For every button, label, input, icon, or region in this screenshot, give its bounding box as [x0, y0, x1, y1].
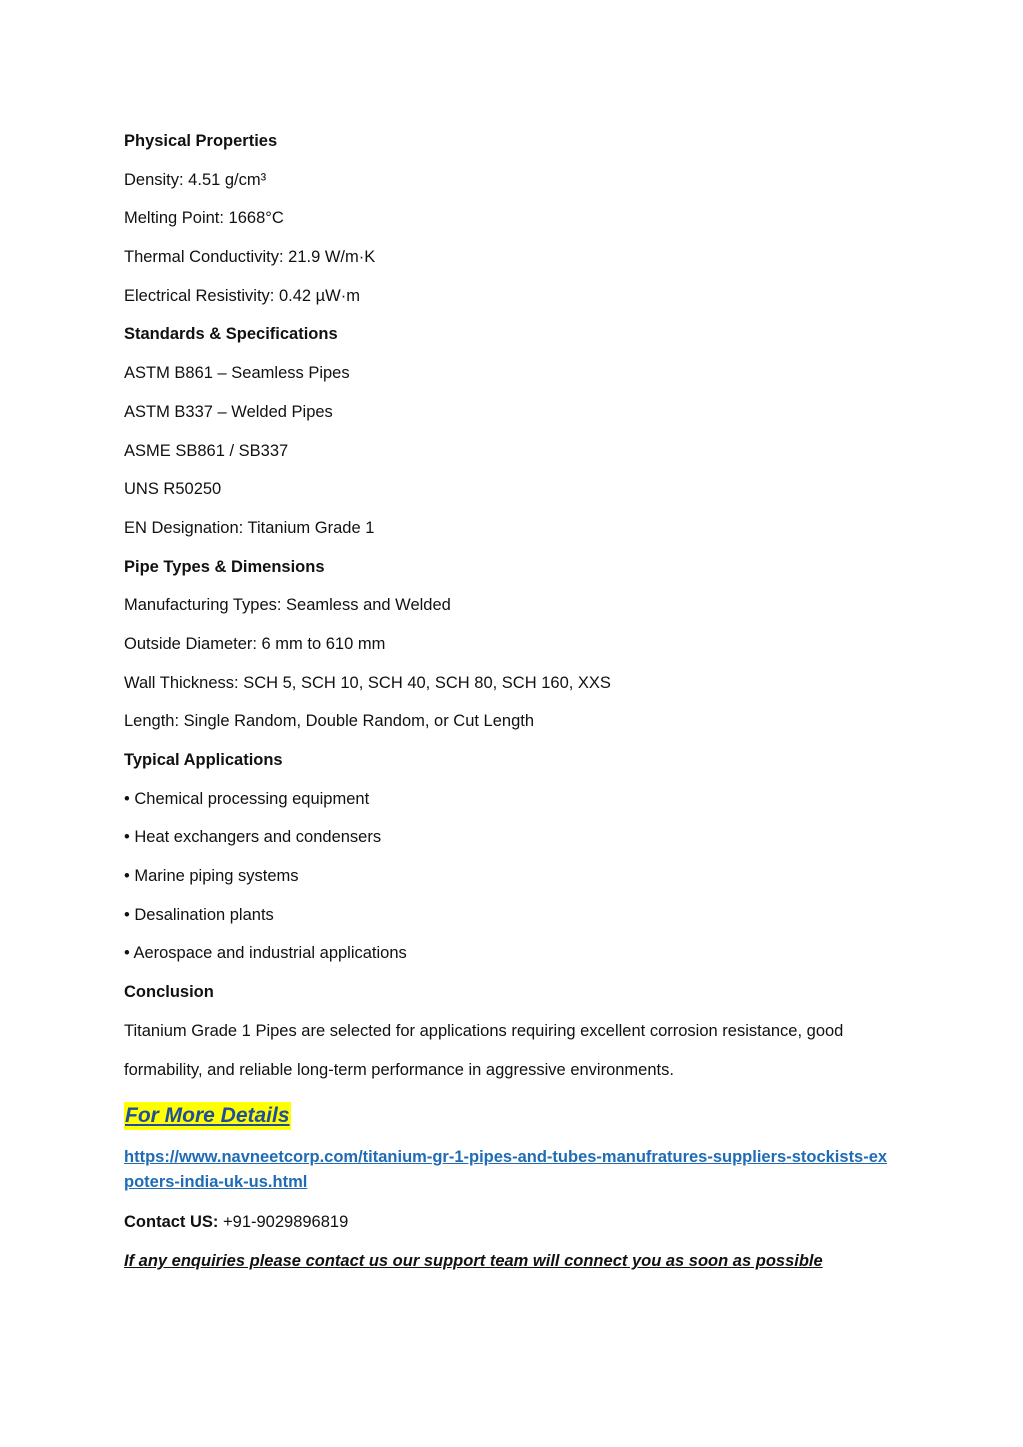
pipe-spec-item: Outside Diameter: 6 mm to 610 mm [124, 634, 386, 653]
application-list-item: • Desalination plants [124, 905, 274, 924]
contact-label: Contact US: [124, 1213, 219, 1232]
pipe-spec-item: Length: Single Random, Double Random, or Cut Length [124, 712, 535, 731]
pipe-spec-item: Manufacturing Types: Seamless and Welded [124, 596, 451, 615]
physical-properties-heading: Physical Properties [124, 132, 278, 150]
thermal-conductivity-line: Thermal Conductivity: 21.9 W/m·K [124, 248, 376, 267]
application-list-item: • Aerospace and industrial applications [124, 944, 407, 963]
contact-line [124, 1203, 894, 1242]
conclusion-heading: Conclusion [124, 983, 214, 1002]
electrical-resistivity-line: Electrical Resistivity: 0.42 µW·m [124, 286, 360, 305]
application-list-item: • Chemical processing equipment [124, 789, 370, 808]
applications-heading: Typical Applications [124, 751, 283, 769]
contact-phone: +91-9029896819 [223, 1213, 349, 1232]
more-details-label[interactable]: For More Details [124, 1102, 291, 1130]
standard-item: EN Designation: Titanium Grade 1 [124, 518, 375, 537]
standard-item: UNS R50250 [124, 480, 222, 499]
enquiry-note: If any enquiries please contact us our support team will connect you as soon as possible [124, 1251, 823, 1270]
standard-item: ASME SB861 / SB337 [124, 441, 289, 460]
standard-item: ASTM B337 – Welded Pipes [124, 402, 333, 421]
product-page-link[interactable]: https://www.navneetcorp.com/titanium-gr-1-pipes-and-tubes-manufratures-suppliers-stockists-expoters-india-uk-us.html [124, 1148, 888, 1192]
more-details-row [124, 1089, 894, 1139]
standards-heading: Standards & Specifications [124, 325, 338, 344]
application-list-item: • Heat exchangers and condensers [124, 828, 382, 847]
melting-point-line: Melting Point: 1668°C [124, 209, 284, 228]
conclusion-paragraph: Titanium Grade 1 Pipes are selected for applications requiring excellent corrosion resistance, good formability, and reliable long-term performance in aggressive environments. [124, 1021, 844, 1079]
document-content [124, 122, 894, 1281]
standard-item: ASTM B861 – Seamless Pipes [124, 364, 350, 383]
application-list-item: • Marine piping systems [124, 867, 299, 886]
density-line: Density: 4.51 g/cm³ [124, 170, 267, 189]
pipe-spec-item: Wall Thickness: SCH 5, SCH 10, SCH 40, SCH 80, SCH 160, XXS [124, 673, 611, 692]
pipe-types-heading: Pipe Types & Dimensions [124, 557, 325, 576]
